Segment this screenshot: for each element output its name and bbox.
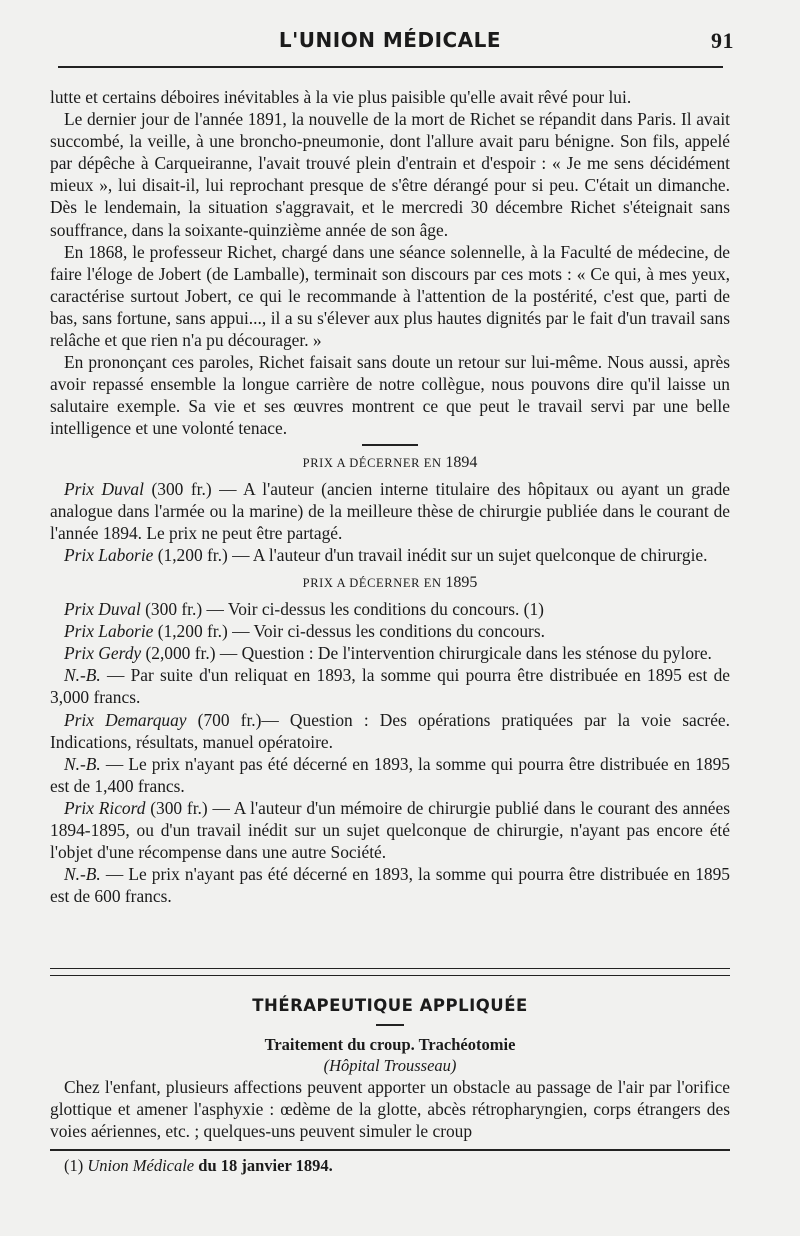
paragraph: Chez l'enfant, plusieurs affections peuvent apporter un obstacle au passage de l'air par l'orifice glottique et amener l'asphyxie : œdème de la glotte, abcès rétropharyngien, corps étrangers des voies aériennes, etc. ; quelques-uns peuvent simuler le croup (50, 1077, 730, 1142)
section-body (50, 1076, 730, 1142)
title-dash (376, 1024, 404, 1026)
nb-note: N.-B. — Par suite d'un reliquat en 1893, la somme qui pourra être distribuée en 1895 est de 3,000 francs. (50, 665, 730, 708)
article-body (50, 86, 730, 907)
prix-item: Prix Duval (300 fr.) — A l'auteur (ancien interne titulaire des hôpitaux ou ayant un grade analogue dans l'armée ou la marine) de la meilleure thèse de chirurgie publiée dans le courant de l'année 1894. Le prix ne peut être partagé. (50, 478, 730, 543)
prix-item: Prix Laborie (1,200 fr.) — A l'auteur d'un travail inédit sur un sujet quelconque de chirurgie. (64, 544, 708, 565)
footnote: (1) Union Médicale du 18 janvier 1894. (64, 1156, 333, 1175)
nb-note: N.-B. — Le prix n'ayant pas été décerné en 1893, la somme qui pourra être distribuée en 1895 est de 1,400 francs. (50, 753, 730, 796)
paragraph: En 1868, le professeur Richet, chargé dans une séance solennelle, à la Faculté de médecine, de faire l'éloge de Jobert (de Lamballe), terminait son discours par ces mots : « Ce qui, à mes yeux, caractérise surtout Jobert, ce qui le recommande à l'attention de la postérité, c'est que, parti de bas, sans fortune, sans appui..., il a su s'élever aux plus hautes dignités par le fait d'un travail sans relâche et que rien n'a pu décourager. » (50, 241, 730, 351)
prix-item: Prix Duval (300 fr.) — Voir ci-dessus les conditions du concours. (1) (64, 599, 544, 620)
header-rule (58, 66, 723, 68)
prix-item: Prix Demarquay (700 fr.)— Question : Des opérations pratiquées par la voie sacrée. Indications, résultats, manuel opératoire. (50, 709, 730, 752)
paragraph: lutte et certains déboires inévitables à la vie plus paisible qu'elle avait rêvé pour lui. (50, 87, 632, 107)
hospital-name: (Hôpital Trousseau) (323, 1056, 457, 1075)
page-number: 91 (711, 28, 734, 53)
prix-1894-heading: PRIX A DÉCERNER EN 1894 (302, 453, 478, 471)
section-subtitle: Traitement du croup. Trachéotomie (264, 1035, 516, 1054)
nb-note: N.-B. — Le prix n'ayant pas été décerné en 1893, la somme qui pourra être distribuée en 1895 est de 600 francs. (50, 864, 730, 907)
paragraph: Le dernier jour de l'année 1891, la nouvelle de la mort de Richet se répandit dans Paris. Il avait succombé, la veille, à une broncho-pneumonie, dont l'allure avait paru bénigne. Son fils, appelé par dépêche à Carqueiranne, l'avait trouvé plein d'entrain et d'espoir : « Je me sens décidément mieux », lui disait-il, lui reprochant presque de s'être dérangé pour si peu. C'était un dimanche. Dès le lendemain, la situation s'aggravait, et le mercredi 30 décembre Richet s'éteignait sans souffrance, dans la soixante-quinzième année de son âge. (50, 109, 730, 240)
page-header-block (50, 28, 734, 58)
prix-item: Prix Laborie (1,200 fr.) — Voir ci-dessus les conditions du concours. (64, 621, 545, 642)
footnote-rule (50, 1149, 730, 1151)
double-rule (50, 968, 730, 976)
prix-item: Prix Ricord (300 fr.) — A l'auteur d'un mémoire de chirurgie publié dans le courant des années 1894-1895, ou d'un travail inédit sur un sujet quelconque de chirurgie, n'ayant pas encore été l'objet d'une récompense dans une autre Société. (50, 797, 730, 863)
section-title: THÉRAPEUTIQUE APPLIQUÉE (252, 996, 528, 1015)
section-divider (362, 444, 418, 446)
paragraph: En prononçant ces paroles, Richet faisait sans doute un retour sur lui-même. Nous aussi, après avoir repassé ensemble la longue carrière de notre collègue, nous pouvons dire qu'il laisse un salutaire exemple. Sa vie et ses œuvres montrent ce que peut le travail servi par une belle intelligence et une volonté tenace. (50, 352, 730, 439)
journal-title: L'UNION MÉDICALE (278, 28, 502, 52)
prix-1895-heading: PRIX A DÉCERNER EN 1895 (302, 573, 478, 591)
running-header (50, 28, 734, 58)
prix-item: Prix Gerdy (2,000 fr.) — Question : De l'intervention chirurgicale dans les sténose du pylore. (64, 643, 712, 664)
